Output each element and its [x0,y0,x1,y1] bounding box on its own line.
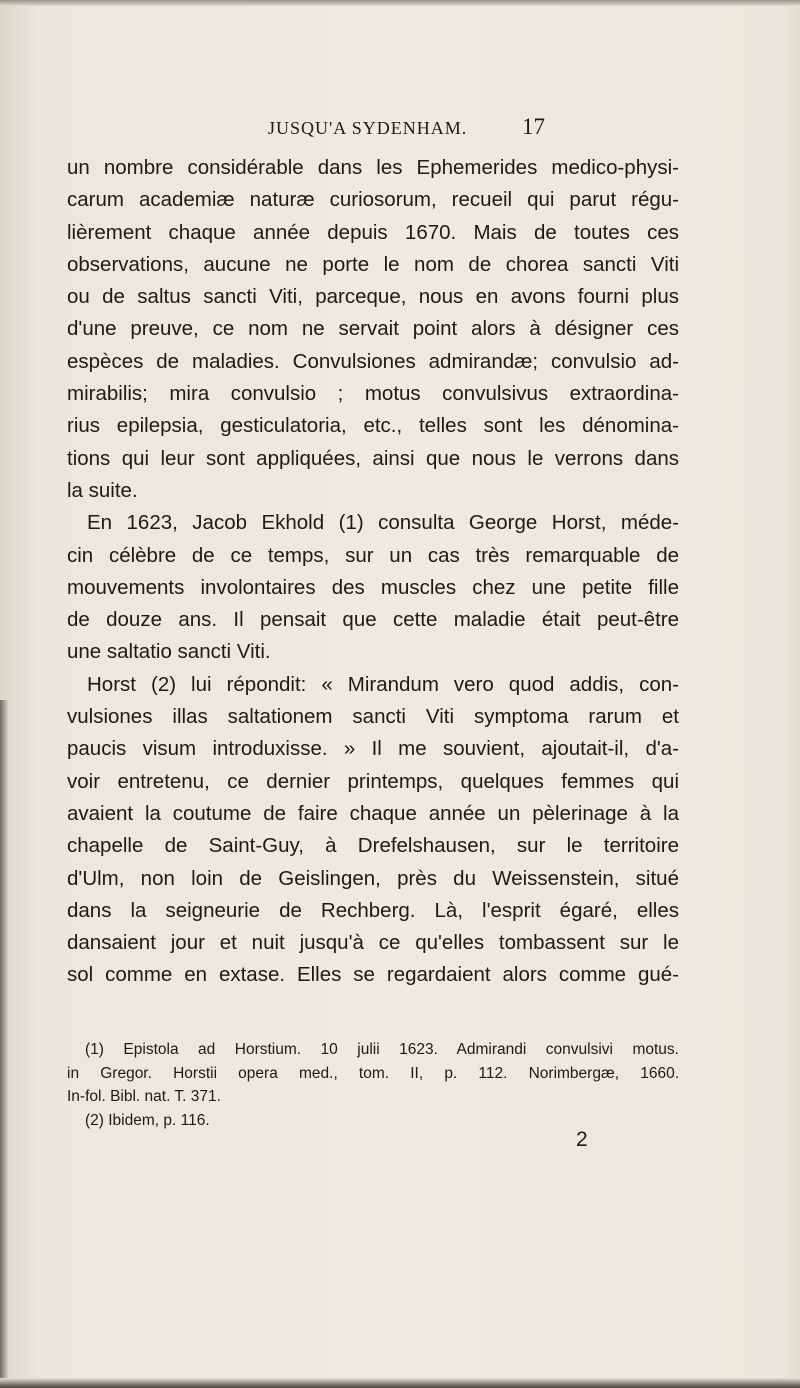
body-line: la suite. [67,478,138,502]
footnote-line: in Gregor. Horstii opera med., tom. II, p. 112. Norimbergæ, 1660. [67,1064,679,1082]
body-line: ou de saltus sancti Viti, parceque, nous en avons fourni plus [67,285,679,309]
page-bottom-edge [0,1378,800,1388]
signature-mark: 2 [576,1128,588,1151]
body-line: vulsiones illas saltationem sancti Viti symptoma rarum et [67,705,679,729]
body-line: carum academiæ naturæ curiosorum, recueil qui parut régu- [67,188,679,212]
body-line: espèces de maladies. Convulsiones admirandæ; convulsio ad- [67,349,679,373]
page-top-edge [0,0,800,6]
body-line: voir entretenu, ce dernier printemps, quelques femmes qui [67,769,679,793]
body-line: observations, aucune ne porte le nom de chorea sancti Viti [67,252,679,276]
footnote-line: (1) Epistola ad Horstium. 10 julii 1623. Admirandi convulsivi motus. [85,1041,679,1058]
page-binding-shadow [0,700,8,1388]
footnotes [67,1038,679,1132]
body-line: avaient la coutume de faire chaque année un pèlerinage à la [67,801,679,825]
running-head-title: JUSQU'A SYDENHAM. [268,118,468,138]
body-line: un nombre considérable dans les Ephemerides medico-physi- [67,156,679,179]
body-line: d'une preuve, ce nom ne servait point alors à désigner ces [67,317,679,341]
footnote-line: In-fol. Bibl. nat. T. 371. [67,1088,221,1105]
page-number: 17 [522,114,545,139]
body-line: rius epilepsia, gesticulatoria, etc., telles sont les dénomina- [67,414,679,438]
body-line: paucis visum introduxisse. » Il me souvient, ajoutait-il, d'a- [67,737,679,761]
body-line: une saltatio sancti Viti. [67,640,271,664]
body-line: En 1623, Jacob Ekhold (1) consulta George Horst, méde- [87,511,679,535]
body-line: dans la seigneurie de Rechberg. Là, l'esprit égaré, elles [67,898,679,922]
body-text [67,152,679,992]
body-line: d'Ulm, non loin de Geislingen, près du Weissenstein, situé [67,866,679,890]
body-line: cin célèbre de ce temps, sur un cas très remarquable de [67,543,679,567]
footnote-line: (2) Ibidem, p. 116. [85,1111,210,1129]
body-line: tions qui leur sont appliquées, ainsi que nous le verrons dans [67,446,679,470]
body-line: lièrement chaque année depuis 1670. Mais de toutes ces [67,220,679,244]
body-line: dansaient jour et nuit jusqu'à ce qu'elles tombassent sur le [67,931,679,955]
body-line: de douze ans. Il pensait que cette maladie était peut-être [67,608,679,632]
running-head [0,114,800,142]
body-line: sol comme en extase. Elles se regardaient alors comme gué- [67,963,679,987]
body-line: mirabilis; mira convulsio ; motus convulsivus extraordina- [67,382,679,406]
body-line: Horst (2) lui répondit: « Mirandum vero quod addis, con- [87,672,679,696]
body-line: chapelle de Saint-Guy, à Drefelshausen, sur le territoire [67,834,679,858]
body-line: mouvements involontaires des muscles chez une petite fille [67,575,679,599]
